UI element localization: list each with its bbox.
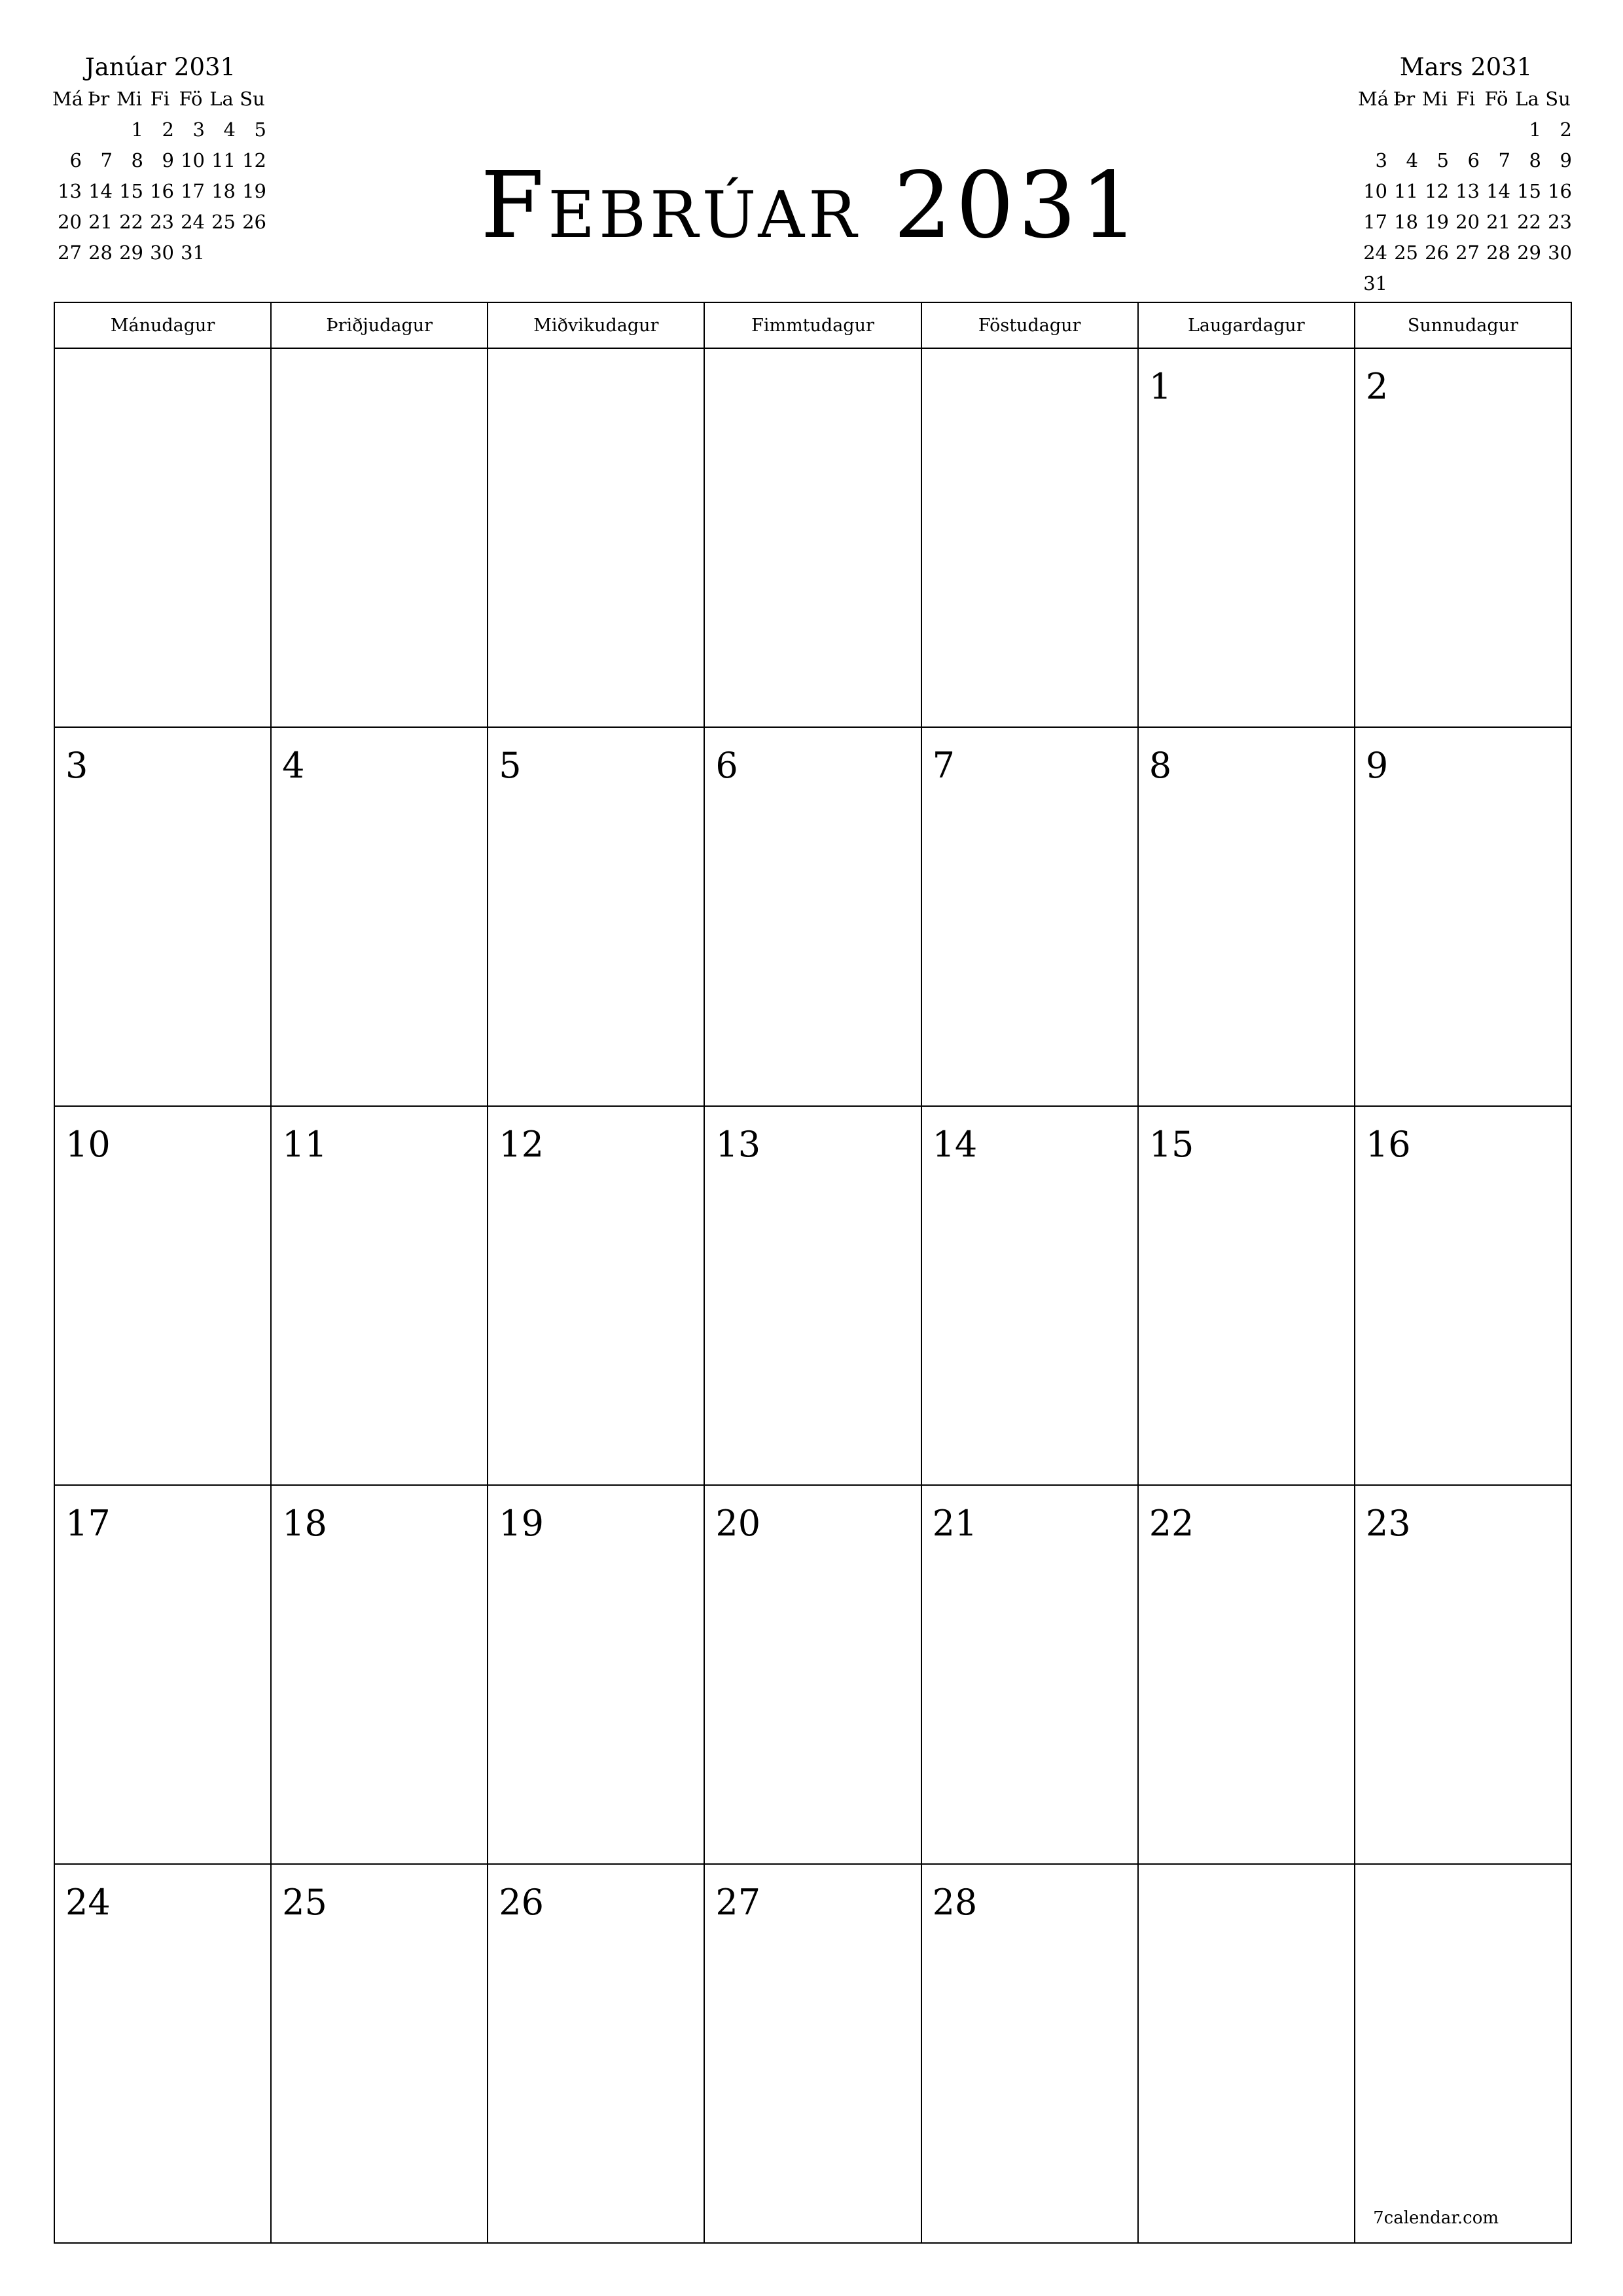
- day-cell: [921, 1864, 1138, 2243]
- footer-watermark: 7calendar.com: [1373, 2208, 1499, 2228]
- mini-day-number: 6: [69, 149, 82, 171]
- weekday-header: Föstudagur: [921, 302, 1138, 348]
- weekday-header: Mánudagur: [54, 302, 271, 348]
- day-number: 22: [1149, 1503, 1194, 1544]
- mini-weekday-header: Þr: [87, 88, 110, 110]
- page-title: Febrúar 2031: [480, 152, 1143, 259]
- day-cell: [704, 1106, 921, 1485]
- mini-day-number: [1450, 115, 1481, 145]
- mini-day-number: 1: [1529, 118, 1541, 141]
- day-number: 12: [499, 1124, 544, 1165]
- day-number: 23: [1365, 1503, 1411, 1544]
- mini-day-number: 29: [1517, 242, 1541, 264]
- day-number: 17: [65, 1503, 111, 1544]
- mini-day-number: 1: [131, 118, 143, 141]
- mini-day-number: [237, 238, 268, 268]
- day-cell: [704, 348, 921, 727]
- weekday-header: Fimmtudagur: [704, 302, 921, 348]
- day-number: 1: [1149, 366, 1172, 407]
- mini-day-number: 17: [181, 180, 205, 202]
- mini-day-number: 15: [1517, 180, 1541, 202]
- mini-day-number: 24: [181, 211, 205, 233]
- day-cell: [1355, 727, 1571, 1106]
- mini-weekday-header: Mi: [1422, 88, 1448, 110]
- day-number: 27: [715, 1882, 761, 1923]
- mini-day-number: 12: [1425, 180, 1449, 202]
- mini-day-number: 25: [1394, 242, 1418, 264]
- day-number: 24: [65, 1882, 111, 1923]
- mini-day-number: [1512, 268, 1543, 299]
- mini-day-number: 6: [1467, 149, 1480, 171]
- day-cell: [271, 1864, 488, 2243]
- mini-day-number: 4: [1406, 149, 1418, 171]
- mini-day-number: 16: [1548, 180, 1572, 202]
- week-row: [54, 1864, 1571, 2243]
- day-cell: [704, 1485, 921, 1864]
- mini-day-number: 25: [211, 211, 236, 233]
- day-cell: [1138, 1864, 1355, 2243]
- mini-day-number: 27: [58, 242, 82, 264]
- mini-weekday-header: Fi: [150, 88, 170, 110]
- weekday-header: Laugardagur: [1138, 302, 1355, 348]
- day-number: 28: [932, 1882, 978, 1923]
- week-row: [54, 1106, 1571, 1485]
- mini-day-number: 18: [1394, 211, 1418, 233]
- mini-day-number: 23: [1548, 211, 1572, 233]
- mini-weekday-header: Fö: [179, 88, 203, 110]
- mini-day-number: 14: [1486, 180, 1510, 202]
- day-cell: [488, 1485, 704, 1864]
- week-row: [54, 727, 1571, 1106]
- mini-day-number: 3: [192, 118, 205, 141]
- mini-day-number: 12: [242, 149, 266, 171]
- day-number: 20: [715, 1503, 761, 1544]
- mini-day-number: [1450, 268, 1481, 299]
- day-cell: [704, 1864, 921, 2243]
- weekday-header: Þriðjudagur: [271, 302, 488, 348]
- mini-day-number: [83, 115, 114, 145]
- mini-day-number: 7: [1498, 149, 1510, 171]
- day-cell: [1138, 1106, 1355, 1485]
- day-cell: [704, 727, 921, 1106]
- mini-day-number: 31: [181, 242, 205, 264]
- mini-day-number: [1481, 268, 1512, 299]
- mini-day-number: [1419, 268, 1450, 299]
- mini-weekday-header: Má: [1358, 88, 1389, 110]
- mini-day-number: 18: [211, 180, 236, 202]
- mini-day-number: 8: [1529, 149, 1541, 171]
- mini-calendar-next-grid: [1358, 84, 1574, 299]
- day-cell: [488, 1864, 704, 2243]
- mini-calendar-next: [1358, 51, 1574, 299]
- mini-day-number: 4: [223, 118, 236, 141]
- day-cell: [921, 1106, 1138, 1485]
- day-number: 15: [1149, 1124, 1194, 1165]
- day-cell: [1138, 348, 1355, 727]
- mini-day-number: 21: [88, 211, 113, 233]
- day-number: 10: [65, 1124, 111, 1165]
- day-number: 6: [715, 745, 738, 786]
- mini-day-number: 19: [242, 180, 266, 202]
- mini-day-number: 16: [150, 180, 174, 202]
- mini-day-number: 2: [162, 118, 174, 141]
- week-row: [54, 348, 1571, 727]
- mini-day-number: 26: [1425, 242, 1449, 264]
- mini-day-number: 3: [1375, 149, 1387, 171]
- day-cell: [1355, 1864, 1571, 2243]
- mini-day-number: [206, 238, 237, 268]
- mini-calendar-prev-title: Janúar 2031: [84, 53, 236, 81]
- mini-calendar-prev: [52, 51, 268, 268]
- mini-day-number: 22: [1517, 211, 1541, 233]
- day-cell: [1138, 1485, 1355, 1864]
- mini-day-number: [1419, 115, 1450, 145]
- mini-weekday-header: La: [1515, 88, 1539, 110]
- mini-day-number: [1358, 115, 1389, 145]
- day-number: 11: [282, 1124, 327, 1165]
- mini-day-number: 28: [1486, 242, 1510, 264]
- mini-day-number: 28: [88, 242, 113, 264]
- mini-day-number: 20: [58, 211, 82, 233]
- day-cell: [921, 727, 1138, 1106]
- day-cell: [271, 1485, 488, 1864]
- mini-day-number: 22: [119, 211, 143, 233]
- mini-day-number: 13: [58, 180, 82, 202]
- mini-weekday-header: Mi: [116, 88, 142, 110]
- mini-weekday-header: Fö: [1484, 88, 1508, 110]
- day-cell: [1355, 1485, 1571, 1864]
- mini-day-number: 10: [1363, 180, 1387, 202]
- day-number: 9: [1365, 745, 1389, 786]
- day-cell: [1355, 1106, 1571, 1485]
- day-cell: [54, 1485, 271, 1864]
- day-cell: [1355, 348, 1571, 727]
- day-cell: [921, 1485, 1138, 1864]
- month-grid: [54, 302, 1572, 2244]
- mini-day-number: 17: [1363, 211, 1387, 233]
- week-row: [54, 1485, 1571, 1864]
- mini-calendar-prev-grid: [52, 84, 268, 268]
- mini-day-number: 11: [211, 149, 236, 171]
- mini-weekday-header: La: [209, 88, 234, 110]
- mini-day-number: [1543, 268, 1573, 299]
- day-cell: [271, 727, 488, 1106]
- mini-day-number: 30: [150, 242, 174, 264]
- mini-day-number: 19: [1425, 211, 1449, 233]
- day-number: 8: [1149, 745, 1172, 786]
- mini-day-number: 31: [1363, 272, 1387, 295]
- day-number: 13: [715, 1124, 761, 1165]
- mini-day-number: [1389, 115, 1419, 145]
- day-cell: [488, 727, 704, 1106]
- day-cell: [488, 1106, 704, 1485]
- day-number: 25: [282, 1882, 327, 1923]
- day-number: 7: [932, 745, 955, 786]
- mini-day-number: 8: [131, 149, 143, 171]
- mini-day-number: 5: [1436, 149, 1449, 171]
- day-number: 19: [499, 1503, 544, 1544]
- mini-day-number: 5: [254, 118, 266, 141]
- day-number: 18: [282, 1503, 327, 1544]
- mini-day-number: 24: [1363, 242, 1387, 264]
- day-number: 14: [932, 1124, 978, 1165]
- mini-day-number: 26: [242, 211, 266, 233]
- day-cell: [54, 727, 271, 1106]
- mini-day-number: 13: [1455, 180, 1480, 202]
- mini-weekday-header: Su: [240, 88, 265, 110]
- mini-weekday-header: Þr: [1393, 88, 1416, 110]
- day-cell: [488, 348, 704, 727]
- mini-calendar-next-title: Mars 2031: [1399, 53, 1533, 81]
- day-cell: [54, 1864, 271, 2243]
- mini-day-number: [52, 115, 83, 145]
- mini-weekday-header: Má: [52, 88, 83, 110]
- weekday-header: Miðvikudagur: [488, 302, 704, 348]
- day-number: 5: [499, 745, 522, 786]
- day-number: 3: [65, 745, 88, 786]
- mini-day-number: 11: [1394, 180, 1418, 202]
- mini-day-number: [1481, 115, 1512, 145]
- day-number: 16: [1365, 1124, 1411, 1165]
- mini-day-number: 27: [1455, 242, 1480, 264]
- mini-day-number: 14: [88, 180, 113, 202]
- mini-weekday-header: Su: [1545, 88, 1571, 110]
- mini-day-number: 9: [162, 149, 174, 171]
- day-cell: [271, 348, 488, 727]
- day-cell: [921, 348, 1138, 727]
- day-cell: [1138, 727, 1355, 1106]
- weekday-header: Sunnudagur: [1355, 302, 1571, 348]
- mini-weekday-header: Fi: [1455, 88, 1476, 110]
- weekday-header-row: [54, 302, 1571, 348]
- mini-day-number: 10: [181, 149, 205, 171]
- mini-day-number: 20: [1455, 211, 1480, 233]
- mini-day-number: 23: [150, 211, 174, 233]
- mini-day-number: 30: [1548, 242, 1572, 264]
- day-cell: [54, 348, 271, 727]
- mini-day-number: 2: [1560, 118, 1572, 141]
- day-number: 4: [282, 745, 305, 786]
- day-number: 26: [499, 1882, 544, 1923]
- day-number: 21: [932, 1503, 978, 1544]
- mini-day-number: 9: [1560, 149, 1572, 171]
- mini-day-number: 7: [100, 149, 113, 171]
- day-cell: [271, 1106, 488, 1485]
- day-cell: [54, 1106, 271, 1485]
- day-number: 2: [1365, 366, 1389, 407]
- mini-day-number: [1389, 268, 1419, 299]
- mini-day-number: 15: [119, 180, 143, 202]
- mini-day-number: 21: [1486, 211, 1510, 233]
- mini-day-number: 29: [119, 242, 143, 264]
